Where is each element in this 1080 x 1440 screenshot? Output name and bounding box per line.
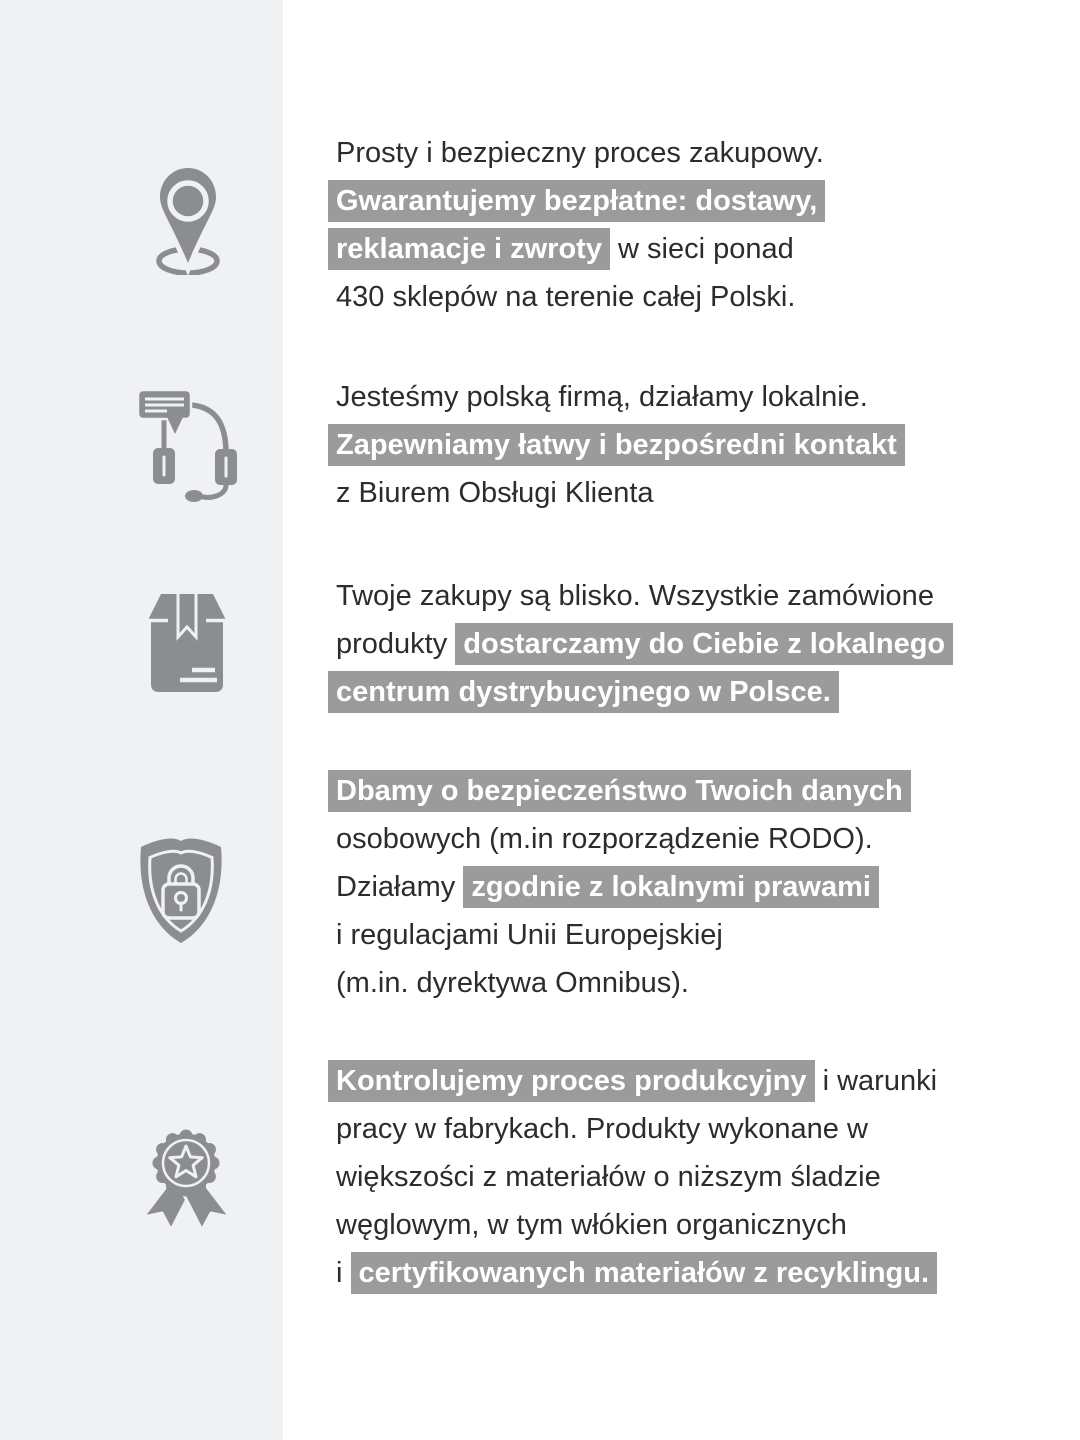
section-local-delivery (336, 572, 953, 716)
section-shopping-process (336, 129, 825, 321)
text-segment: i (336, 1257, 351, 1289)
highlighted-text: centrum dystrybucyjnego w Polsce. (328, 671, 839, 713)
highlighted-text: Dbamy o bezpieczeństwo Twoich danych (328, 770, 911, 812)
text-segment: Prosty i bezpieczny proces zakupowy. (336, 137, 824, 169)
text-line (336, 129, 825, 177)
text-line (336, 572, 953, 620)
text-segment: w sieci ponad (609, 233, 794, 265)
text-line (336, 620, 953, 668)
section-production-control (336, 1057, 937, 1297)
award-badge-icon (133, 1119, 240, 1231)
section-polish-company (336, 373, 905, 517)
text-segment: osobowych (m.in rozporządzenie RODO). (336, 823, 873, 855)
headset-chat-icon (137, 389, 237, 504)
text-line (336, 421, 905, 469)
text-segment: i warunki (814, 1065, 938, 1097)
text-line (336, 1105, 937, 1153)
text-segment: Działamy (336, 871, 464, 903)
shield-lock-icon (132, 834, 230, 946)
text-line (336, 911, 911, 959)
text-line (336, 373, 905, 421)
text-segment: Twoje zakupy są blisko. Wszystkie zamówione (336, 580, 934, 612)
highlighted-text: Zapewniamy łatwy i bezpośredni kontakt (328, 424, 905, 466)
highlighted-text: Kontrolujemy proces produkcyjny (328, 1060, 815, 1102)
text-segment: węglowym, w tym włókien organicznych (336, 1209, 847, 1241)
section-data-security (336, 767, 911, 1007)
location-pin-icon (150, 160, 230, 275)
text-line (336, 1249, 937, 1297)
text-segment: pracy w fabrykach. Produkty wykonane w (336, 1113, 868, 1145)
text-line (336, 273, 825, 321)
text-segment: produkty (336, 628, 456, 660)
text-line (336, 959, 911, 1007)
text-segment: (m.in. dyrektywa Omnibus). (336, 967, 689, 999)
text-line (336, 767, 911, 815)
text-line (336, 1201, 937, 1249)
text-line (336, 1153, 937, 1201)
highlighted-text: Gwarantujemy bezpłatne: dostawy, (328, 180, 825, 222)
text-segment: 430 sklepów na terenie całej Polski. (336, 281, 796, 313)
highlighted-text: reklamacje i zwroty (328, 228, 610, 270)
text-line (336, 668, 953, 716)
text-line (336, 469, 905, 517)
text-line (336, 225, 825, 273)
package-box-icon (148, 594, 226, 694)
text-line (336, 1057, 937, 1105)
text-segment: i regulacjami Unii Europejskiej (336, 919, 723, 951)
text-segment: większości z materiałów o niższym śladzie (336, 1161, 881, 1193)
text-segment: z Biurem Obsługi Klienta (336, 477, 654, 509)
highlighted-text: zgodnie z lokalnymi prawami (463, 866, 879, 908)
text-line (336, 815, 911, 863)
text-segment: Jesteśmy polską firmą, działamy lokalnie. (336, 381, 868, 413)
text-line (336, 863, 911, 911)
highlighted-text: dostarczamy do Ciebie z lokalnego (455, 623, 953, 665)
highlighted-text: certyfikowanych materiałów z recyklingu. (351, 1252, 938, 1294)
text-line (336, 177, 825, 225)
